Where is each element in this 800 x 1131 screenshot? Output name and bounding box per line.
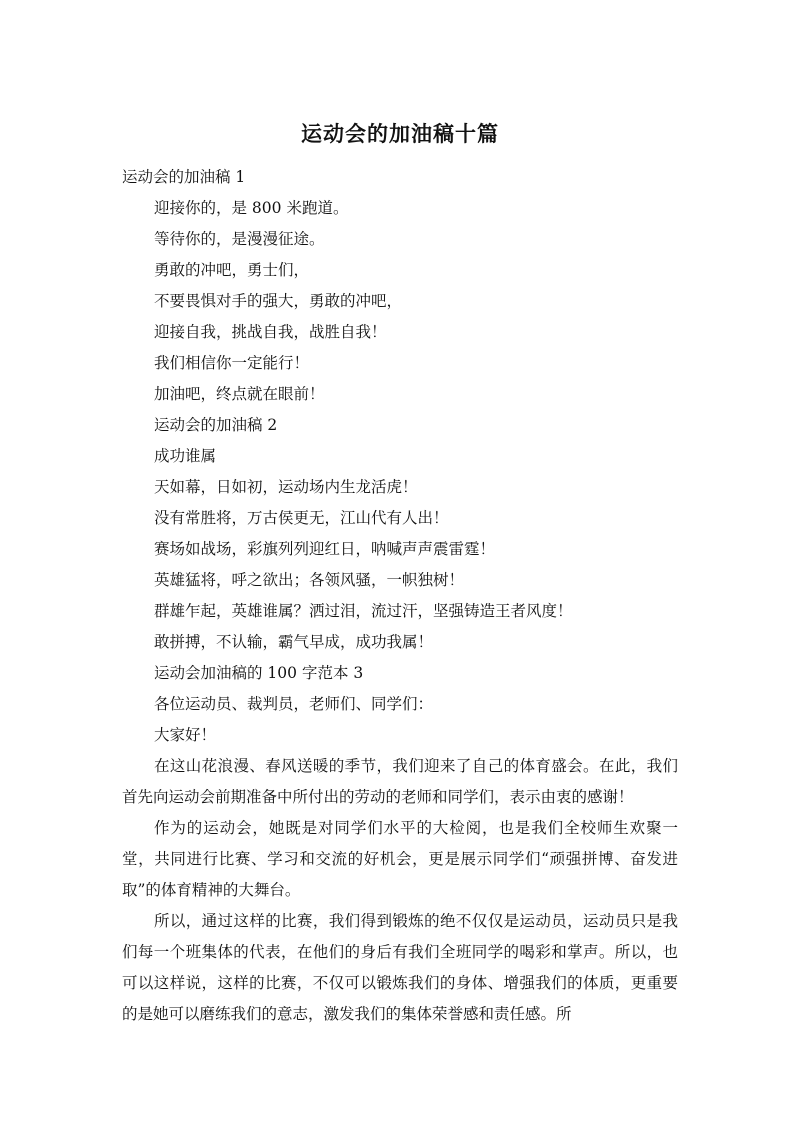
paragraph: 在这山花浪漫、春风送暖的季节，我们迎来了自己的体育盛会。在此，我们首先向运动会前期准备中所付出的劳动的老师和同学们，表示由衷的感谢！ bbox=[122, 757, 678, 806]
text-line: 等待你的，是漫漫征途。 bbox=[154, 230, 325, 248]
text-line: 赛场如战场，彩旗列列迎红日，呐喊声声震雷霆！ bbox=[154, 540, 496, 558]
document-title: 运动会的加油稿十篇 bbox=[301, 122, 499, 146]
document-body bbox=[122, 162, 678, 1030]
text-line: 英雄猛将，呼之欲出；各领风骚，一帜独树！ bbox=[154, 571, 465, 589]
text-line: 敢拼搏，不认输，霸气早成，成功我属！ bbox=[154, 633, 434, 651]
text-line: 没有常胜将，万古侯更无，江山代有人出！ bbox=[154, 509, 449, 527]
text-line: 迎接自我，挑战自我，战胜自我！ bbox=[154, 323, 387, 341]
text-line: 群雄乍起，英雄谁属？洒过泪，流过汗，坚强铸造王者风度！ bbox=[154, 602, 573, 620]
section-heading-2: 运动会的加油稿 2 bbox=[154, 416, 278, 434]
text-line: 迎接你的，是 800 米跑道。 bbox=[154, 199, 349, 217]
text-line: 我们相信你一定能行！ bbox=[154, 354, 310, 372]
text-line: 成功谁属 bbox=[154, 447, 217, 465]
text-line: 天如幕，日如初，运动场内生龙活虎！ bbox=[154, 478, 418, 496]
text-line: 大家好！ bbox=[154, 726, 217, 744]
text-line: 不要畏惧对手的强大，勇敢的冲吧， bbox=[154, 292, 403, 310]
section-heading-1: 运动会的加油稿 1 bbox=[122, 168, 246, 186]
text-line: 各位运动员、裁判员，老师们、同学们： bbox=[154, 695, 434, 713]
text-line: 加油吧，终点就在眼前！ bbox=[154, 385, 325, 403]
text-line: 勇敢的冲吧，勇士们， bbox=[154, 261, 310, 279]
section-heading-3: 运动会加油稿的 100 字范本 3 bbox=[154, 664, 364, 682]
paragraph: 作为的运动会，她既是对同学们水平的大检阅，也是我们全校师生欢聚一堂，共同进行比赛、学习和交流的好机会，更是展示同学们“顽强拼博、奋发进取”的体育精神的大舞台。 bbox=[122, 819, 678, 899]
paragraph: 所以，通过这样的比赛，我们得到锻炼的绝不仅仅是运动员，运动员只是我们每一个班集体的代表，在他们的身后有我们全班同学的喝彩和掌声。所以，也可以这样说，这样的比赛，不仅可以锻炼我们的身体、增强我们的体质，更重要的是她可以磨练我们的意志，激发我们的集体荣誉感和责任感。所 bbox=[122, 912, 678, 1023]
